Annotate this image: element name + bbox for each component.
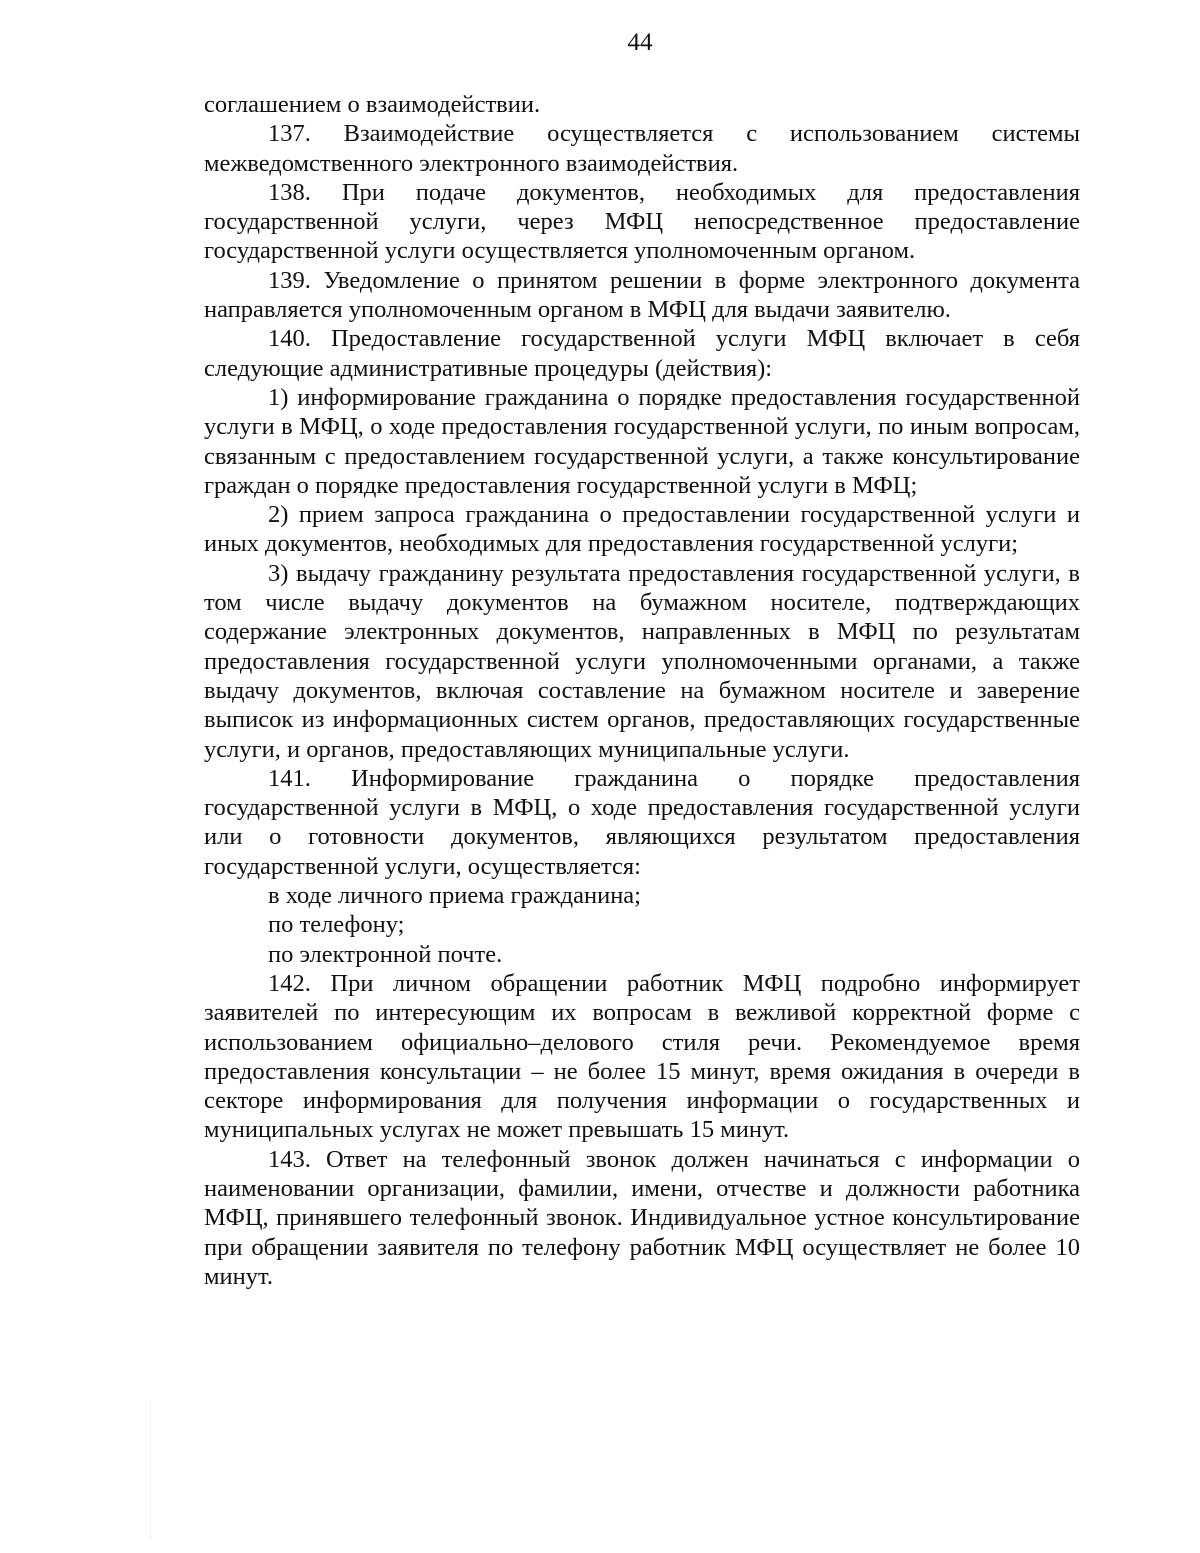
list-item-3: 3) выдачу гражданину результата предоставления государственной услуги, в том числе выдачу документов на бумажном носителе, подтверждающих содержание электронных документов, направленных в МФЦ по результатам предоставления государственной услуги уполномоченными органами, а также выдачу документов, включая составление на бумажном носителе и заверение выписок из информационных систем органов, предоставляющих государственные услуги, и органов, предоставляющих муниципальные услуги. bbox=[204, 559, 1080, 763]
paragraph-140: 140. Предоставление государственной услуги МФЦ включает в себя следующие административные процедуры (действия): bbox=[204, 325, 1080, 382]
paragraph-138: 138. При подаче документов, необходимых для предоставления государственной услуги, через МФЦ непосредственное предоставление государственной услуги осуществляется уполномоченным органом. bbox=[204, 178, 1080, 265]
info-method-personal: в ходе личного приема гражданина; bbox=[268, 882, 641, 910]
paragraph-continuation: соглашением о взаимодействии. bbox=[204, 91, 541, 118]
paragraph-137: 137. Взаимодействие осуществляется с использованием системы межведомственного электронного взаимодействия. bbox=[204, 120, 1080, 177]
info-method-phone: по телефону; bbox=[268, 911, 405, 939]
page-number: 44 bbox=[627, 29, 653, 56]
info-method-email: по электронной почте. bbox=[268, 940, 503, 968]
scan-artifact bbox=[150, 1400, 151, 1540]
paragraph-139: 139. Уведомление о принятом решении в форме электронного документа направляется уполномоченным органом в МФЦ для выдачи заявителю. bbox=[204, 266, 1080, 324]
document-body bbox=[204, 90, 1080, 1291]
list-item-2: 2) прием запроса гражданина о предоставлении государственной услуги и иных документов, необходимых для предоставления государственной услуги; bbox=[204, 501, 1080, 558]
list-item-1: 1) информирование гражданина о порядке предоставления государственной услуги в МФЦ, о ходе предоставления государственной услуги, по иным вопросам, связанным с предоставлением государственной услуги, а также консультирование граждан о порядке предоставления государственной услуги в МФЦ; bbox=[204, 383, 1080, 499]
paragraph-141: 141. Информирование гражданина о порядке предоставления государственной услуги в МФЦ, о ходе предоставления государственной услуги или о готовности документов, являющихся результатом предоставления государственной услуги, осуществляется: bbox=[204, 764, 1080, 880]
paragraph-143: 143. Ответ на телефонный звонок должен начинаться с информации о наименовании организации, фамилии, имени, отчестве и должности работника МФЦ, принявшего телефонный звонок. Индивидуальное устное консультирование при обращении заявителя по телефону работник МФЦ осуществляет не более 10 минут. bbox=[204, 1145, 1080, 1290]
paragraph-142: 142. При личном обращении работник МФЦ подробно информирует заявителей по интересующим их вопросам в вежливой корректной форме с использованием официально–делового стиля речи. Рекомендуемое время предоставления консультации – не более 15 минут, время ожидания в очереди в секторе информирования для получения информации о государственных и муниципальных услугах не может превышать 15 минут. bbox=[204, 969, 1080, 1144]
